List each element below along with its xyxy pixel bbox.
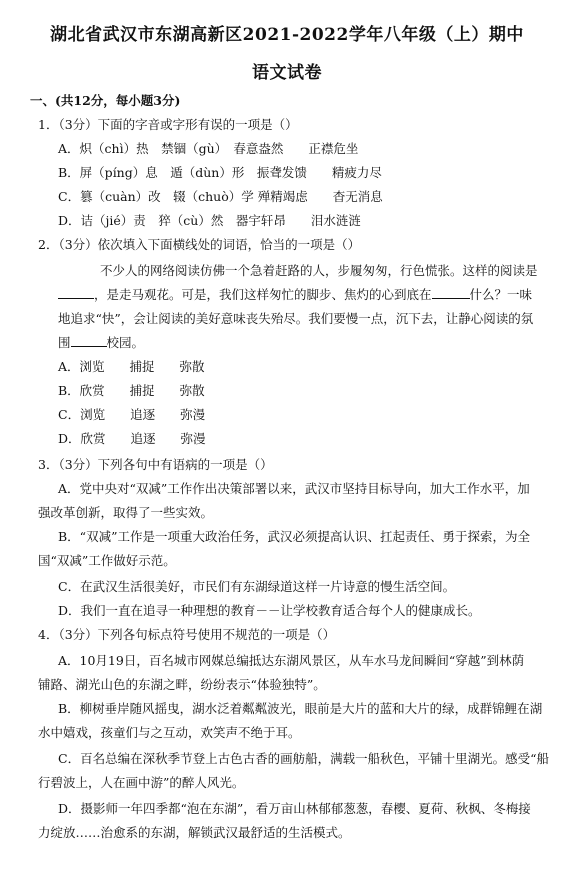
fill-blank-3[interactable] [71, 334, 107, 347]
q2-passage-line4 [58, 334, 144, 352]
q4-stem: 4．（3分）下列各句标点符号使用不规范的一项是（） [38, 627, 336, 642]
q1-option-b: B．屏（píng）息 遁（dùn）形 振聋发馈 精疲力尽 [58, 165, 382, 180]
q3-option-a-line2: 强改革创新，取得了一些实效。 [38, 505, 214, 520]
q2-option-a: A．浏览 捕捉 弥散 [58, 359, 205, 374]
q4-option-a-line2: 铺路、湖光山色的东湖之畔，纷纷表示“体验独特”。 [38, 677, 326, 692]
q2-passage-line2 [58, 286, 532, 304]
q2-passage-text-b: 什么？一味 [469, 287, 533, 302]
q4-option-d-line2: 力绽放……治愈系的东湖，解锁武汉最舒适的生活模式。 [38, 825, 351, 840]
q1-option-c: C．篡（cuàn）改 辍（chuò）学 殚精竭虑 杳无消息 [58, 189, 383, 204]
q2-option-b: B．欣赏 捕捉 弥散 [58, 383, 205, 398]
q2-passage-text-c: 围 [58, 335, 71, 350]
q3-option-b-line1: B．“双减”工作是一项重大政治任务，武汉必须提高认识、扛起责任、勇于探索，为全 [58, 529, 530, 544]
q1-option-a: A．炽（chì）热 禁锢（gù） 春意盎然 正襟危坐 [58, 141, 359, 156]
q2-passage-line1: 不少人的网络阅读仿佛一个急着赶路的人，步履匆匆，行色慌张。这样的阅读是 [100, 263, 538, 278]
q4-option-c-line2: 行碧波上，人在画中游”的醉人风光。 [38, 775, 245, 790]
q3-option-b-line2: 国“双减”工作做好示范。 [38, 553, 176, 568]
q2-passage-line3: 地追求“快”，会让阅读的美好意味丧失殆尽。我们要慢一点，沉下去，让静心阅读的氛 [58, 311, 534, 326]
q4-option-a-line1: A．10月19日，百名城市网媒总编抵达东湖风景区，从车水马龙间瞬间“穿越”到林荫 [58, 653, 525, 668]
q2-passage-text-a: ，是走马观花。可是，我们这样匆忙的脚步、焦灼的心到底在 [94, 287, 432, 302]
q4-option-c-line1: C．百名总编在深秋季节登上古色古香的画舫船，满载一船秋色，平铺十里湖光。感受“船 [58, 751, 549, 766]
q3-stem: 3．（3分）下列各句中有语病的一项是（） [38, 457, 273, 472]
section-heading: 一、(共12分，每小题3分) [30, 93, 181, 108]
q4-option-b-line2: 水中嬉戏，孩童们与之互动，欢笑声不绝于耳。 [38, 725, 301, 740]
q4-option-d-line1: D．摄影师一年四季都“泡在东湖”，看万亩山林郁郁葱葱，春樱、夏荷、秋枫、冬梅接 [58, 801, 531, 816]
q2-option-c: C．浏览 追逐 弥漫 [58, 407, 206, 422]
q3-option-c: C．在武汉生活很美好，市民们有东湖绿道这样一片诗意的慢生活空间。 [58, 579, 456, 594]
q3-option-d: D．我们一直在追寻一种理想的教育－－让学校教育适合每个人的健康成长。 [58, 603, 481, 618]
q2-passage-text-d: 校园。 [106, 335, 145, 350]
fill-blank-1[interactable] [58, 286, 94, 299]
q2-option-d: D．欣赏 追逐 弥漫 [58, 431, 206, 446]
exam-title-line1: 湖北省武汉市东湖高新区2021-2022学年八年级（上）期中 [50, 25, 524, 45]
fill-blank-2[interactable] [432, 286, 470, 299]
q4-option-b-line1: B．柳树垂岸随风摇曳，湖水泛着粼粼波光，眼前是大片的蓝和大片的绿，成群锦鲤在湖 [58, 701, 543, 716]
q1-stem: 1．（3分）下面的字音或字形有误的一项是（） [38, 117, 298, 132]
exam-title-line2: 语文试卷 [252, 63, 322, 83]
q3-option-a-line1: A．党中央对“双减”工作作出决策部署以来，武汉市坚持目标导向，加大工作水平，加 [58, 481, 530, 496]
q1-option-d: D．诘（jié）责 猝（cù）然 器宇轩昂 泪水涟涟 [58, 213, 361, 228]
q2-stem: 2．（3分）依次填入下面横线处的词语，恰当的一项是（） [38, 237, 361, 252]
